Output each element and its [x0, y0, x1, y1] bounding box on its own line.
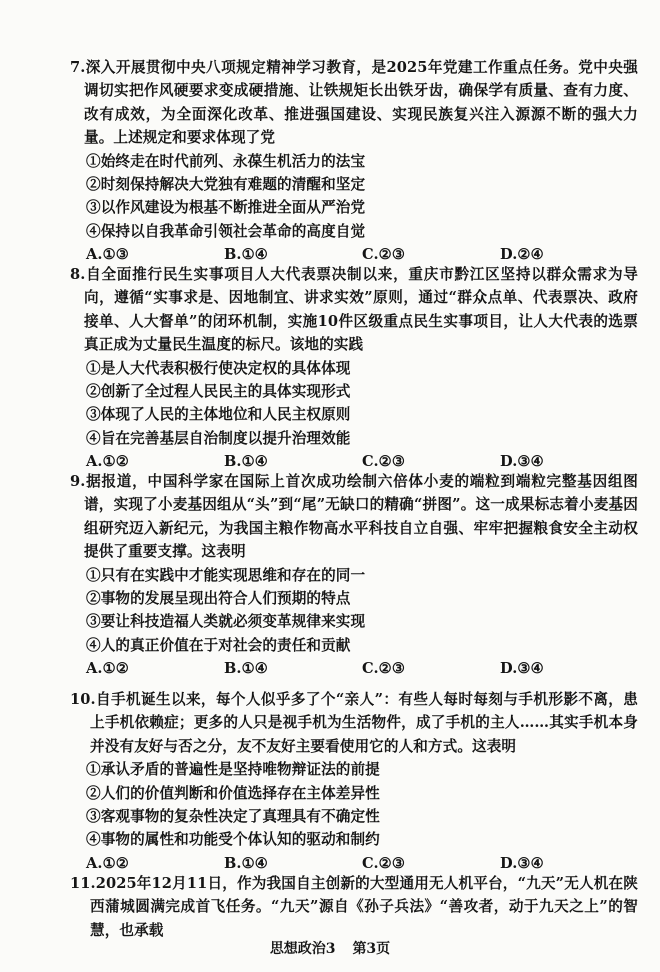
- choice-d: D.③④: [500, 453, 544, 471]
- question-stem: 10.自手机诞生以来，每个人似乎多了个“亲人”：有些人每时每刻与手机形影不离，患上手机依赖症；更多的人只是视手机为生活物件，成了手机的主人……其实手机本身并没有友好与否之分，友不友好主要看使用它的人和方式。这表明: [70, 691, 638, 755]
- choice-b: B.①④: [224, 660, 268, 678]
- choice-c: C.②③: [362, 246, 406, 264]
- option-item: ③体现了人民的主体地位和人民主权原则: [86, 406, 351, 424]
- option-item: ①只有在实践中才能实现思维和存在的同一: [86, 566, 366, 584]
- option-item: ③要让科技造福人类就必须变革规律来实现: [86, 613, 366, 631]
- page-footer: [0, 938, 660, 958]
- option-item: ④旨在完善基层自治制度以提升治理效能: [86, 429, 351, 447]
- footer-page-number: 第3页: [352, 941, 391, 957]
- choice-b: B.①④: [224, 246, 268, 264]
- option-item: ①是人大代表积极行使决定权的具体体现: [86, 359, 351, 377]
- choice-a: A.①②: [86, 660, 129, 678]
- question-10: [70, 688, 638, 875]
- option-item: ②事物的发展呈现出符合人们预期的特点: [86, 590, 351, 608]
- choice-d: D.③④: [500, 660, 544, 678]
- question-7: [70, 56, 638, 267]
- choice-a: A.①②: [86, 453, 129, 471]
- option-item: ②创新了全过程人民民主的具体实现形式: [86, 383, 351, 401]
- choice-b: B.①④: [224, 453, 268, 471]
- footer-subject: 思想政治3: [269, 941, 336, 957]
- option-item: ①始终走在时代前列、永葆生机活力的法宝: [86, 152, 366, 170]
- choice-c: C.②③: [362, 453, 406, 471]
- option-item: ②时刻保持解决大党独有难题的清醒和坚定: [86, 176, 366, 194]
- choice-b: B.①④: [224, 854, 268, 872]
- question-stem: 8.自全面推行民生实事项目人大代表票决制以来，重庆市黔江区坚持以群众需求为导向，遵循“实事求是、因地制宜、讲求实效”原则，通过“群众点单、代表票决、政府接单、人大督单”的闭环机制，实施10件区级重点民生实事项目，让人大代表的选票真正成为丈量民生温度的标尺。该地的实践: [70, 266, 638, 354]
- question-stem: 11.2025年12月11日，作为我国自主创新的大型通用无人机平台，“九天”无人机在陕西蒲城圆满完成首飞任务。“九天”源自《孙子兵法》“善攻者，动于九天之上”的智慧，也承载: [70, 875, 638, 939]
- choice-c: C.②③: [362, 660, 406, 678]
- question-9: [70, 470, 638, 681]
- choice-a: A.①②: [86, 854, 129, 872]
- choice-a: A.①③: [86, 246, 129, 264]
- answer-choices: [70, 657, 638, 680]
- choice-c: C.②③: [362, 854, 406, 872]
- question-stem: 9.据报道，中国科学家在国际上首次成功绘制六倍体小麦的端粒到端粒完整基因组图谱，实现了小麦基因组从“头”到“尾”无缺口的精确“拼图”。这一成果标志着小麦基因组研究迈入新纪元，为我国主粮作物高水平科技自立自强、牢牢把握粮食安全主动权提供了重要支撑。这表明: [70, 473, 638, 561]
- option-item: ③客观事物的复杂性决定了真理具有不确定性: [86, 808, 380, 826]
- option-item: ④人的真正价值在于对社会的责任和贡献: [86, 636, 351, 654]
- question-stem: 7.深入开展贯彻中央八项规定精神学习教育，是2025年党建工作重点任务。党中央强调切实把作风硬要求变成硬措施、让铁规矩长出铁牙齿，确保学有质量、查有力度、改有成效，为全面深化改革、推进强国建设、实现民族复兴注入源源不断的强大力量。上述规定和要求体现了党: [70, 59, 638, 147]
- option-item: ③以作风建设为根基不断推进全面从严治党: [86, 199, 366, 217]
- option-item: ④保持以自我革命引领社会革命的高度自觉: [86, 222, 366, 240]
- question-11: [70, 872, 638, 942]
- option-item: ①承认矛盾的普遍性是坚持唯物辩证法的前提: [86, 761, 380, 779]
- option-item: ②人们的价值判断和价值选择存在主体差异性: [86, 784, 380, 802]
- option-item: ④事物的属性和功能受个体认知的驱动和制约: [86, 831, 380, 849]
- question-8: [70, 263, 638, 474]
- choice-d: D.②④: [500, 246, 544, 264]
- choice-d: D.③④: [500, 854, 544, 872]
